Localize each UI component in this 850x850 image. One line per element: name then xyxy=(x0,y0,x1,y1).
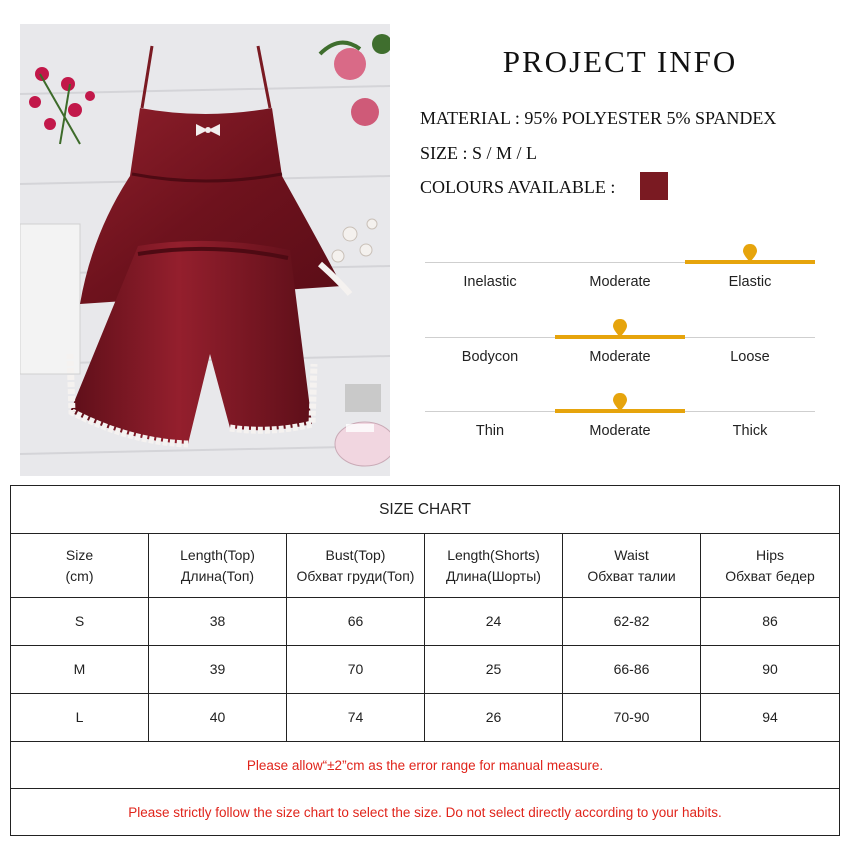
scale-label: Moderate xyxy=(589,274,651,290)
pajama-set-illustration xyxy=(20,24,390,476)
size-selection-note: Please strictly follow the size chart to select the size. Do not select directly according to your habits. xyxy=(11,789,840,836)
location-pin-icon xyxy=(613,393,627,411)
table-cell: L xyxy=(11,694,149,742)
scale-label: Inelastic xyxy=(463,274,517,290)
header-cell: Waist Обхват талии xyxy=(563,534,701,598)
table-cell: M xyxy=(11,646,149,694)
elasticity-scale xyxy=(425,262,815,302)
table-cell: 90 xyxy=(701,646,840,694)
table-cell: 25 xyxy=(425,646,563,694)
scale-label: Thin xyxy=(475,423,505,439)
thickness-scale xyxy=(425,411,815,451)
table-row xyxy=(11,646,840,694)
table-cell: 26 xyxy=(425,694,563,742)
header-cell: Length(Shorts) Длина(Шорты) xyxy=(425,534,563,598)
table-cell: 66 xyxy=(287,598,425,646)
table-header-row xyxy=(11,534,840,598)
measurement-error-note: Please allow“±2”cm as the error range for manual measure. xyxy=(11,742,840,789)
table-cell: 66-86 xyxy=(563,646,701,694)
size-chart-title: SIZE CHART xyxy=(11,486,840,534)
location-pin-icon xyxy=(613,319,627,337)
scale-label: Bodycon xyxy=(461,349,519,365)
table-cell: 62-82 xyxy=(563,598,701,646)
material-text: MATERIAL : 95% POLYESTER 5% SPANDEX xyxy=(420,108,777,128)
scale-label: Moderate xyxy=(589,349,651,365)
location-pin-icon xyxy=(743,244,757,262)
table-cell: 40 xyxy=(149,694,287,742)
project-info-title: PROJECT INFO xyxy=(502,44,738,79)
fit-scale xyxy=(425,337,815,377)
header-cell: Size (cm) xyxy=(11,534,149,598)
table-cell: 70-90 xyxy=(563,694,701,742)
table-cell: 38 xyxy=(149,598,287,646)
table-cell: 94 xyxy=(701,694,840,742)
table-row xyxy=(11,598,840,646)
scale-label: Thick xyxy=(732,423,768,439)
scale-label: Elastic xyxy=(728,274,772,290)
table-cell: 74 xyxy=(287,694,425,742)
size-text: SIZE : S / M / L xyxy=(420,143,538,163)
table-row xyxy=(11,694,840,742)
color-swatch-burgundy xyxy=(640,172,668,200)
table-cell: 70 xyxy=(287,646,425,694)
header-cell: Bust(Top) Обхват груди(Топ) xyxy=(287,534,425,598)
scale-label: Moderate xyxy=(589,423,651,439)
size-chart-table xyxy=(10,485,840,836)
scale-label: Loose xyxy=(730,349,770,365)
table-cell: 86 xyxy=(701,598,840,646)
table-cell: S xyxy=(11,598,149,646)
table-cell: 39 xyxy=(149,646,287,694)
header-cell: Length(Top) Длина(Топ) xyxy=(149,534,287,598)
header-cell: Hips Обхват бедер xyxy=(701,534,840,598)
colours-available-text: COLOURS AVAILABLE : xyxy=(420,177,616,197)
table-cell: 24 xyxy=(425,598,563,646)
product-photo xyxy=(20,24,390,476)
